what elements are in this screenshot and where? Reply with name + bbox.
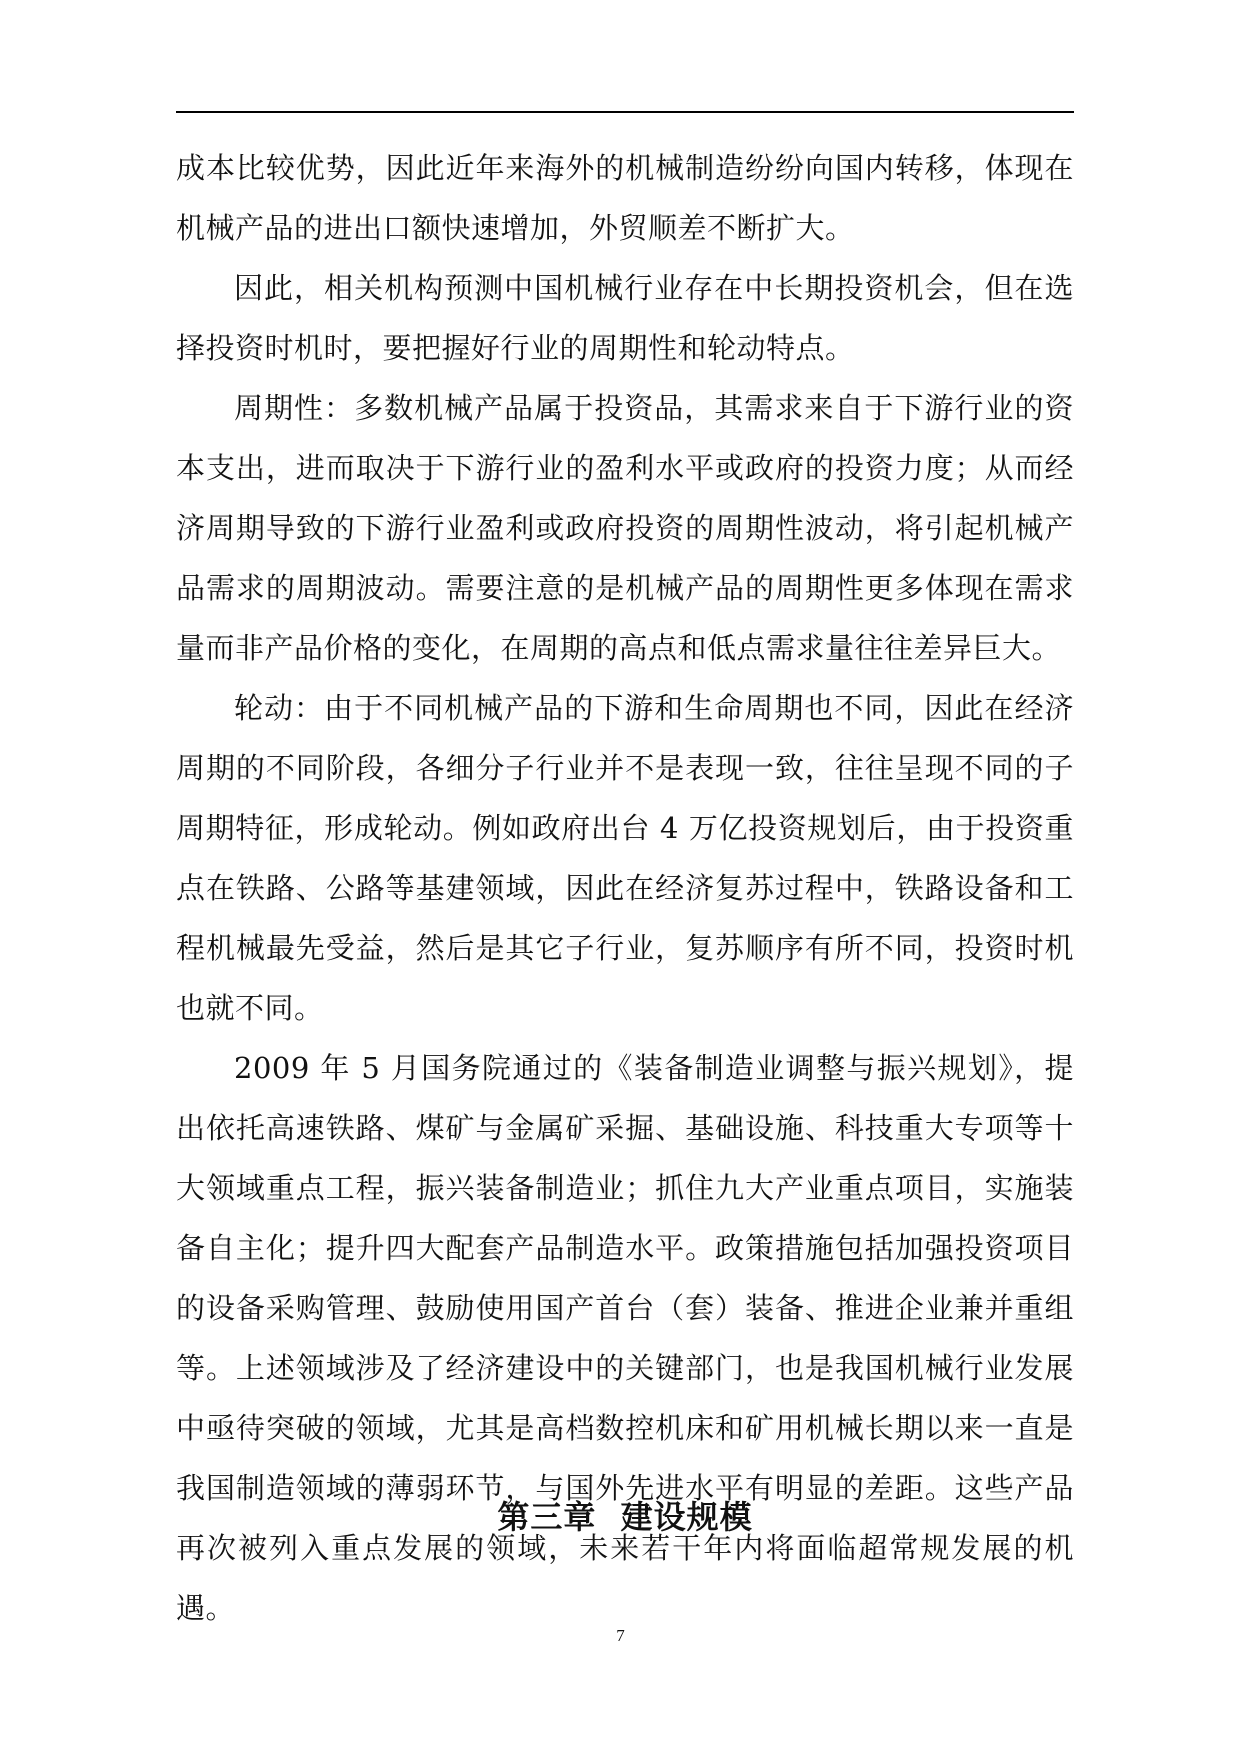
header-rule [176, 111, 1074, 113]
paragraph-cyclicality: 周期性：多数机械产品属于投资品，其需求来自于下游行业的资本支出，进而取决于下游行业的盈利水平或政府的投资力度；从而经济周期导致的下游行业盈利或政府投资的周期性波动，将引起机械产品需求的周期波动。需要注意的是机械产品的周期性更多体现在需求量而非产品价格的变化，在周期的高点和低点需求量往往差异巨大。 [176, 391, 1074, 665]
paragraph-continuation: 成本比较优势，因此近年来海外的机械制造纷纷向国内转移，体现在机械产品的进出口额快速增加，外贸顺差不断扩大。 [176, 151, 1074, 245]
paragraph-rotation: 轮动：由于不同机械产品的下游和生命周期也不同，因此在经济周期的不同阶段，各细分子行业并不是表现一致，往往呈现不同的子周期特征，形成轮动。例如政府出台 4 万亿投资规划后，由于投资重点在铁路、公路等基建领域，因此在经济复苏过程中，铁路设备和工程机械最先受益，然后是其它子行业，复苏顺序有所不同，投资时机也就不同。 [176, 691, 1074, 1025]
paragraph-investment-opportunity: 因此，相关机构预测中国机械行业存在中长期投资机会，但在选择投资时机时，要把握好行业的周期性和轮动特点。 [176, 271, 1074, 365]
chapter-title: 第三章 建设规模 [497, 1498, 753, 1536]
body-text [176, 138, 1074, 1638]
paragraph-policy: 2009 年 5 月国务院通过的《装备制造业调整与振兴规划》，提出依托高速铁路、煤矿与金属矿采掘、基础设施、科技重大专项等十大领域重点工程，振兴装备制造业；抓住九大产业重点项目，实施装备自主化；提升四大配套产品制造水平。政策措施包括加强投资项目的设备采购管理、鼓励使用国产首台（套）装备、推进企业兼并重组等。上述领域涉及了经济建设中的关键部门，也是我国机械行业发展中亟待突破的领域，尤其是高档数控机床和矿用机械长期以来一直是我国制造领域的薄弱环节，与国外先进水平有明显的差距。这些产品再次被列入重点发展的领域，未来若干年内将面临超常规发展的机遇。 [176, 1051, 1074, 1625]
page-number: 7 [616, 1626, 625, 1645]
